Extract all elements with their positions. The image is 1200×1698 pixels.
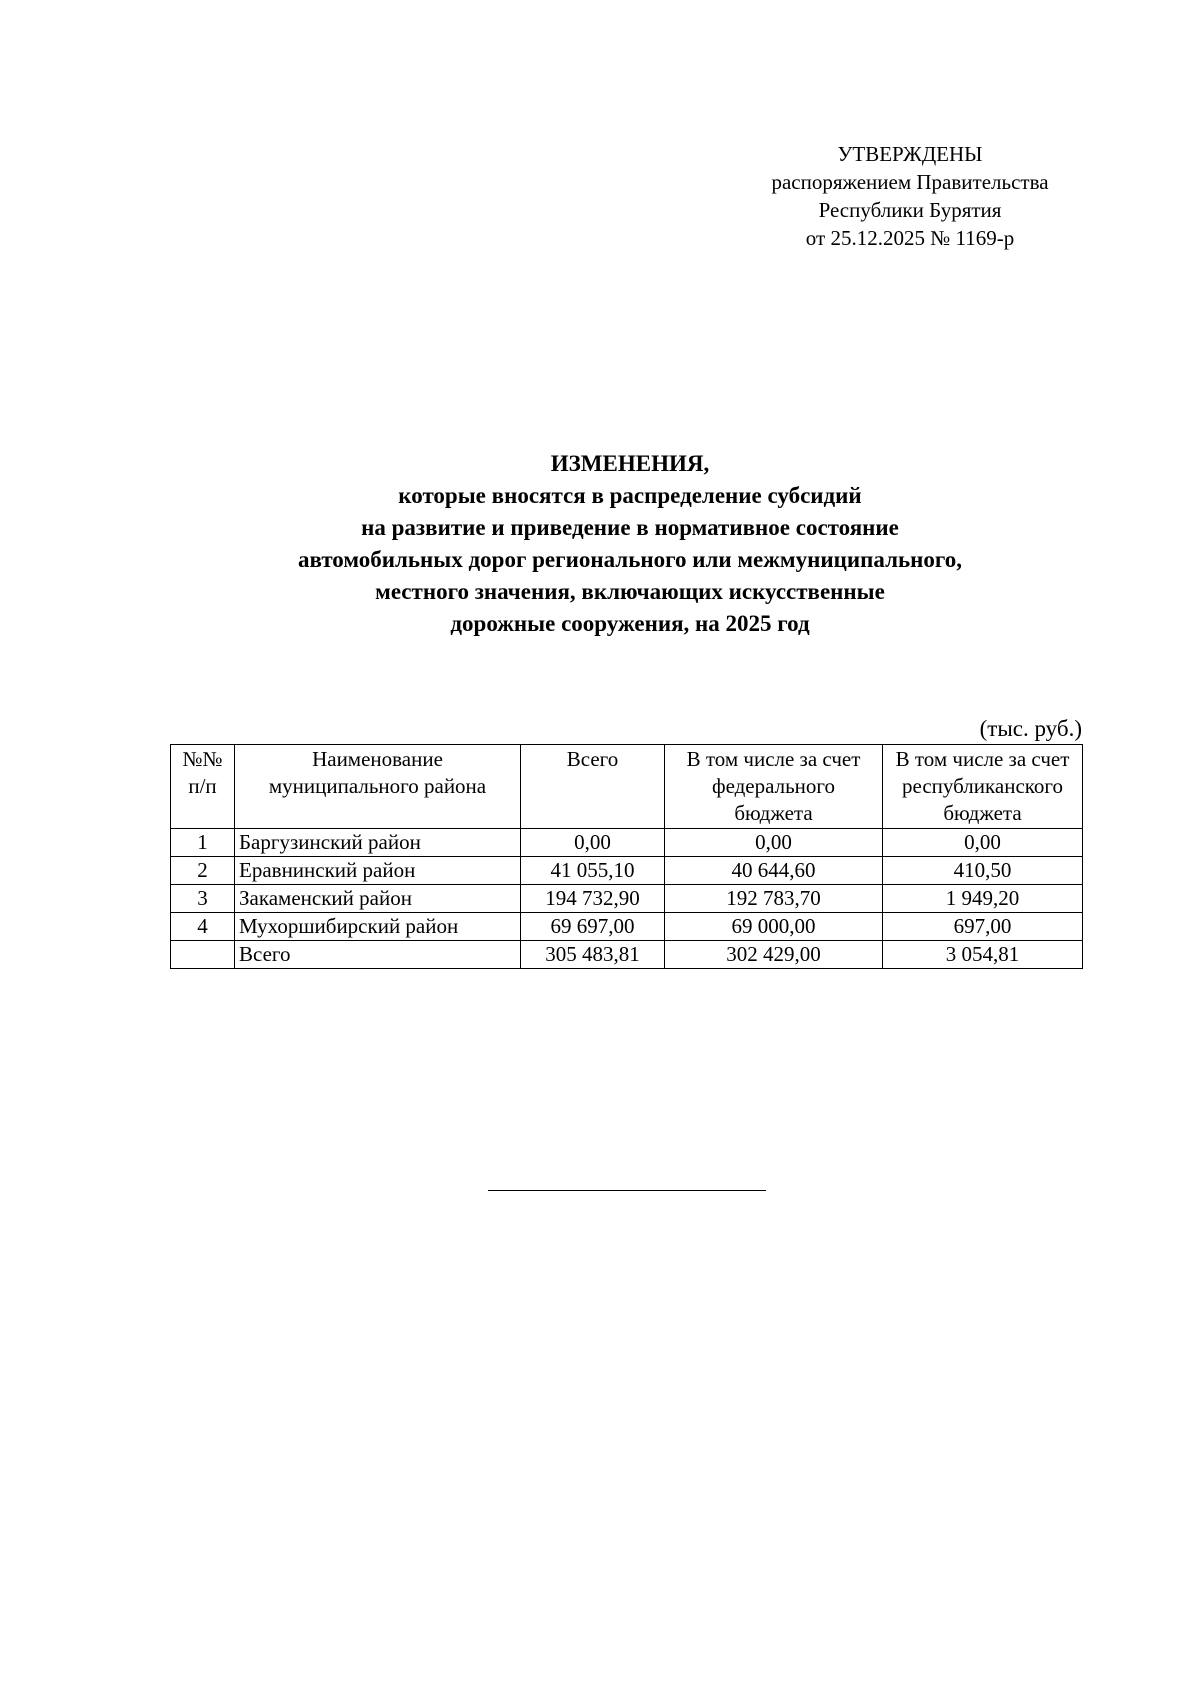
table-header-row	[171, 745, 1083, 829]
federal-value: 0,00	[665, 829, 883, 857]
approval-block	[740, 140, 1080, 252]
title-line: местного значения, включающих искусственные	[375, 579, 885, 604]
republican-value: 0,00	[883, 829, 1083, 857]
subsidies-table	[170, 744, 1083, 969]
district-name: Закаменский район	[235, 885, 521, 913]
title-line: ИЗМЕНЕНИЯ,	[550, 451, 710, 476]
title-line: дорожные сооружения, на 2025 год	[450, 611, 810, 636]
table-row	[171, 829, 1083, 857]
federal-value: 302 429,00	[665, 941, 883, 969]
republican-value: 3 054,81	[883, 941, 1083, 969]
title-line: которые вносятся в распределение субсидий	[398, 483, 862, 508]
column-header-number: №№ п/п	[171, 745, 235, 829]
closing-rule	[488, 1190, 766, 1191]
federal-value: 40 644,60	[665, 857, 883, 885]
approval-line: от 25.12.2025 № 1169-р	[805, 226, 1015, 250]
district-name: Всего	[235, 941, 521, 969]
approval-line: распоряжением Правительства	[771, 170, 1049, 194]
title-line: на развитие и приведение в нормативное состояние	[361, 515, 899, 540]
row-number: 1	[171, 829, 235, 857]
row-number	[171, 941, 235, 969]
federal-value: 192 783,70	[665, 885, 883, 913]
column-header-total: Всего	[521, 745, 665, 829]
column-header-federal: В том числе за счет федерального бюджета	[665, 745, 883, 829]
total-value: 194 732,90	[521, 885, 665, 913]
approval-line: УТВЕРЖДЕНЫ	[837, 142, 983, 166]
total-value: 0,00	[521, 829, 665, 857]
document-title	[150, 448, 1110, 640]
federal-value: 69 000,00	[665, 913, 883, 941]
table-total-row	[171, 941, 1083, 969]
district-name: Баргузинский район	[235, 829, 521, 857]
district-name: Еравнинский район	[235, 857, 521, 885]
row-number: 4	[171, 913, 235, 941]
row-number: 2	[171, 857, 235, 885]
district-name: Мухоршибирский район	[235, 913, 521, 941]
republican-value: 697,00	[883, 913, 1083, 941]
table-row	[171, 857, 1083, 885]
total-value: 41 055,10	[521, 857, 665, 885]
units-note: (тыс. руб.)	[979, 716, 1082, 741]
table-row	[171, 913, 1083, 941]
total-value: 305 483,81	[521, 941, 665, 969]
column-header-district: Наименование муниципального района	[235, 745, 521, 829]
republican-value: 1 949,20	[883, 885, 1083, 913]
total-value: 69 697,00	[521, 913, 665, 941]
approval-line: Республики Бурятия	[818, 198, 1002, 222]
republican-value: 410,50	[883, 857, 1083, 885]
column-header-republican: В том числе за счет республиканского бюджета	[883, 745, 1083, 829]
row-number: 3	[171, 885, 235, 913]
title-line: автомобильных дорог регионального или межмуниципального,	[297, 547, 963, 572]
table-row	[171, 885, 1083, 913]
